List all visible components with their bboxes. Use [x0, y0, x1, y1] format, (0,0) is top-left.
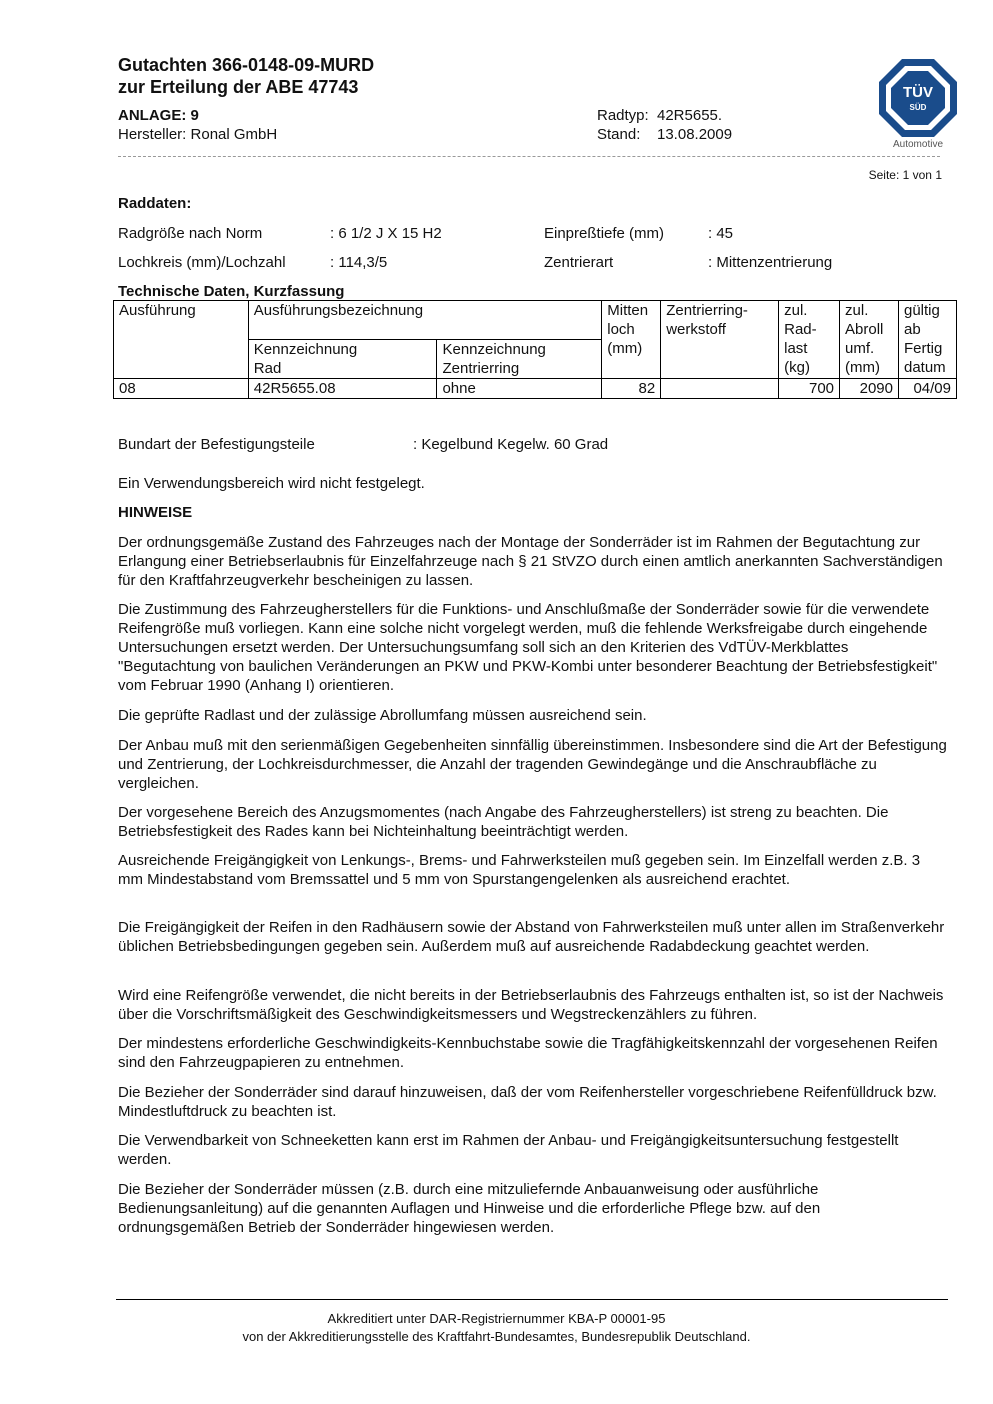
einpresstiefe-value: : 45 [708, 225, 734, 242]
tuev-sued-logo [875, 55, 961, 150]
verwendung-text: Ein Verwendungsbereich wird nicht festgelegt. [118, 475, 425, 492]
hinweis-paragraph: Ausreichende Freigängigkeit von Lenkungs-, Brems- und Fahrwerksteilen muß gegeben sein. Im Einzelfall werden z.B. 3 mm Mindestabstand vom Bremssattel und 5 mm von Spurstangengelenken als ausreichend erachtet. [118, 852, 921, 888]
einpresstiefe-label: Einpreßtiefe (mm) [544, 225, 665, 242]
header-bezeichnung: Ausführungsbezeichnung [248, 301, 601, 340]
hinweis-paragraph: Die geprüfte Radlast und der zulässige Abrollumfang müssen ausreichend sein. [118, 707, 647, 724]
header-divider [118, 156, 940, 157]
page-number: Seite: 1 von 1 [868, 168, 942, 182]
cell-ausfuehrung: 08 [114, 379, 249, 399]
hinweis-paragraph: Die Freigängigkeit der Reifen in den Radhäusern sowie der Abstand von Fahrwerksteilen muß unter allen im Straßenverkehr üblichen Betriebsbedingungen gegeben sein. Außerdem muß auf ausreichende Radabdeckung geachtet werden. [118, 919, 945, 955]
cell-mittenloch: 82 [602, 379, 661, 399]
document-subtitle: zur Erteilung der ABE 47743 [118, 77, 359, 97]
table-row [114, 379, 957, 399]
hinweis-paragraph: Die Bezieher der Sonderräder sind darauf hinzuweisen, daß der vom Reifenhersteller vorgeschriebene Reifenfülldruck bzw. Mindestluftdruck zu beachten ist. [118, 1084, 937, 1120]
hersteller-label: Hersteller: Ronal GmbH [118, 126, 278, 143]
header-abroll: zul. Abroll umf. (mm) [840, 301, 899, 379]
anlage-label: ANLAGE: 9 [118, 107, 199, 124]
cell-gueltig: 04/09 [898, 379, 956, 399]
cell-werkstoff [661, 379, 779, 399]
stand-label: Stand: [597, 126, 641, 143]
radgroesse-label: Radgröße nach Norm [118, 225, 263, 242]
header-kennz-zentrierring: Kennzeichnung Zentrierring [437, 340, 602, 379]
bundart-value: : Kegelbund Kegelw. 60 Grad [413, 436, 609, 453]
hinweis-paragraph: Der mindestens erforderliche Geschwindigkeits-Kennbuchstabe sowie die Tragfähigkeitskennzahl der vorgesehenen Reifen sind den Fahrzeugpapieren zu entnehmen. [118, 1035, 938, 1071]
technische-daten-heading: Technische Daten, Kurzfassung [118, 283, 345, 300]
header-radlast: zul. Rad- last (kg) [779, 301, 840, 379]
hinweis-paragraph: Die Zustimmung des Fahrzeugherstellers für die Funktions- und Anschlußmaße der Sonderräder sowie für die verwendete Reifengröße muß vorliegen. Kann eine solche nicht vorgelegt werden, muß die fehlende Werksfreigabe durch eingehende Untersuchungen ersetzt werden. Der Untersuchungsumfang soll sich an den Kriterien des VdTÜV-Merkblattes "Begutachtung von baulichen Veränderungen an PKW und PKW-Kombi unter besonderer Beachtung der Betriebsfestigkeit" vom Februar 1990 (Anhang I) orientieren. [118, 601, 938, 694]
cell-radlast: 700 [779, 379, 840, 399]
hinweis-paragraph: Der Anbau muß mit den serienmäßigen Gegebenheiten sinnfällig übereinstimmen. Insbesondere sind die Art der Befestigung und Zentrierung, der Lochkreisdurchmesser, die Anzahl der tragenden Gewindegänge und die Anschraubfläche zu vergleichen. [118, 737, 947, 792]
header-gueltig: gültig ab Fertig datum [898, 301, 956, 379]
lochkreis-value: : 114,3/5 [330, 254, 388, 271]
lochkreis-label: Lochkreis (mm)/Lochzahl [118, 254, 286, 271]
stand-value: 13.08.2009 [657, 126, 733, 143]
raddaten-heading: Raddaten: [118, 195, 192, 212]
radgroesse-value: : 6 1/2 J X 15 H2 [330, 225, 442, 242]
header-zentrierring: Zentrierring- werkstoff [661, 301, 779, 379]
svg-text:SÜD: SÜD [909, 103, 927, 112]
hinweis-paragraph: Wird eine Reifengröße verwendet, die nicht bereits in der Betriebserlaubnis des Fahrzeugs enthalten ist, so ist der Nachweis über die Vorschriftsmäßigkeit des Geschwindigkeitsmessers und Wegstreckenzählers zu führen. [118, 987, 944, 1023]
table-header-row [114, 301, 957, 340]
radtyp-value: 42R5655. [657, 107, 723, 124]
footer-line1: Akkreditiert unter DAR-Registriernummer KBA-P 00001-95 [327, 1311, 666, 1326]
tuev-octagon-icon [875, 55, 961, 150]
hinweis-paragraph: Der ordnungsgemäße Zustand des Fahrzeuges nach der Montage der Sonderräder ist im Rahmen der Begutachtung zur Erlangung einer Betriebserlaubnis für Einzelfahrzeuge nach § 21 StVZO durch einen amtlich anerkannten Sachverständigen für den Kraftfahrzeugverkehr bescheinigen zu lassen. [118, 534, 943, 589]
header-mittenloch: Mitten loch (mm) [602, 301, 661, 379]
footer-divider [116, 1299, 948, 1300]
cell-kennz-rad: 42R5655.08 [248, 379, 437, 399]
document-title: Gutachten 366-0148-09-MURD [118, 55, 375, 75]
radtyp-label: Radtyp: [597, 107, 649, 124]
cell-abroll: 2090 [840, 379, 899, 399]
header-ausfuehrung: Ausführung [114, 301, 249, 379]
hinweis-paragraph: Der vorgesehene Bereich des Anzugsmomentes (nach Angabe des Fahrzeugherstellers) ist streng zu beachten. Die Betriebsfestigkeit des Rades kann bei Nichteinhaltung beeinträchtigt werden. [118, 804, 889, 840]
svg-text:TÜV: TÜV [903, 84, 933, 101]
hinweis-paragraph: Die Verwendbarkeit von Schneeketten kann erst im Rahmen der Anbau- und Freigängigkeitsuntersuchung festgestellt werden. [118, 1132, 899, 1168]
technische-daten-table [113, 300, 957, 399]
zentrierart-value: : Mittenzentrierung [708, 254, 833, 271]
hinweise-heading: HINWEISE [118, 504, 193, 521]
bundart-label: Bundart der Befestigungsteile [118, 436, 315, 453]
header-kennz-rad: Kennzeichnung Rad [248, 340, 437, 379]
hinweis-paragraph: Die Bezieher der Sonderräder müssen (z.B. durch eine mitzuliefernde Anbauanweisung oder ausführliche Bedienungsanleitung) auf die genannten Auflagen und Hinweise und die erforderliche Pflege bzw. auf den ordnungsgemäßen Betrieb der Sonderräder hingewiesen werden. [118, 1181, 821, 1236]
footer-line2: von der Akkreditierungsstelle des Kraftfahrt-Bundesamtes, Bundesrepublik Deutschland. [242, 1329, 751, 1344]
zentrierart-label: Zentrierart [544, 254, 614, 271]
cell-kennz-zentrierring: ohne [437, 379, 602, 399]
svg-text:Automotive: Automotive [892, 139, 944, 150]
